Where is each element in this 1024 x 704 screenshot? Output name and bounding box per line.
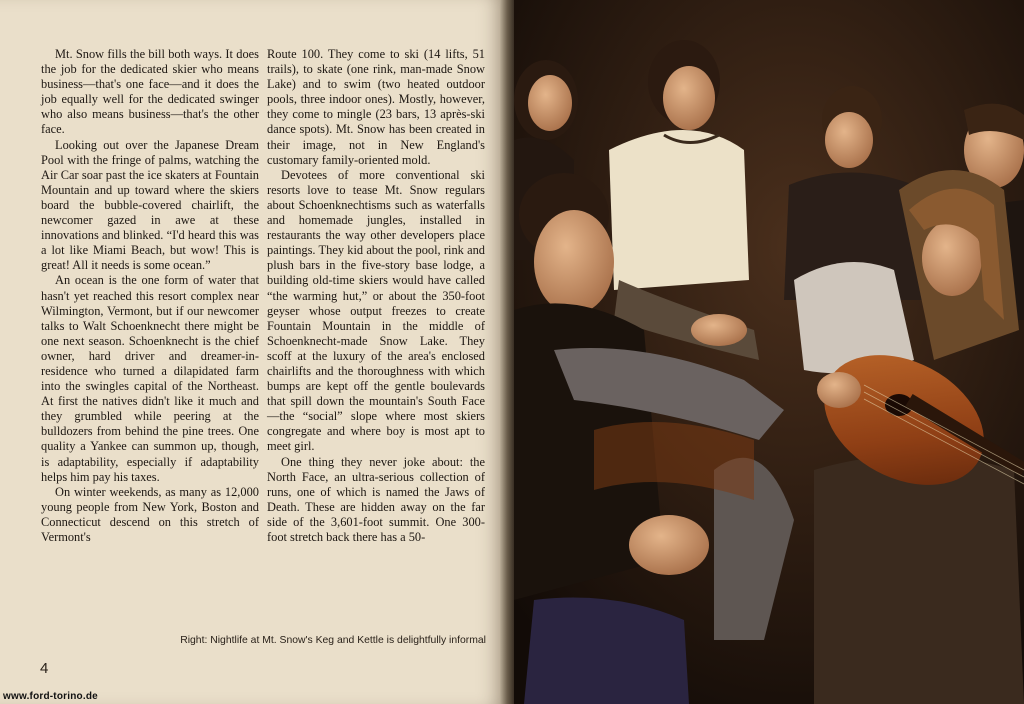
- paragraph: Route 100. They come to ski (14 lifts, 51 trails), to skate (one rink, man-made Snow Lake) and to swim (two heated outdoor pools, three indoor ones). Mostly, however, they come to mingle (23 bars, 13 après-ski dance spots). Mt. Snow has been created in their image, not in New England's customary family-oriented mold.: [267, 47, 485, 167]
- paragraph: Mt. Snow fills the bill both ways. It does the job for the dedicated skier who means business—that's one face—and it does the job equally well for the dedicated swinger who also means business—that's the other face.: [41, 47, 259, 137]
- watermark: www.ford-torino.de: [3, 691, 98, 702]
- paragraph: An ocean is the one form of water that hasn't yet reached this resort complex near Wilmington, Vermont, but if our newcomer talks to Walt Schoenknecht there might be one next season. Schoenknecht is the chief owner, hard driver and dreamer-in-residence who turned a dilapidated farm into the swingles capital of the Northeast. At first the natives didn't like it much and they grumbled while peering at the bulldozers from behind the pine trees. One quality a Yankee can summon up, though, is adaptability, especially if adaptability helps him pay his taxes.: [41, 273, 259, 484]
- photo-nightlife: [514, 0, 1024, 704]
- text-column-1: [41, 47, 259, 545]
- paragraph: On winter weekends, as many as 12,000 young people from New York, Boston and Connecticut descend on this stretch of Vermont's: [41, 484, 259, 544]
- photo-caption: Right: Nightlife at Mt. Snow's Keg and Kettle is delightfully informal: [180, 635, 486, 646]
- left-page: [0, 0, 505, 704]
- paragraph: Looking out over the Japanese Dream Pool with the fringe of palms, watching the Air Car soar past the ice skaters at Fountain Mountain and up toward where the skiers board the bubble-covered chairlift, the newcomer gazed in awe at these innovations and blinked. “I'd heard this was a lot like Miami Beach, but wow! This is great! All it needs is some ocean.”: [41, 137, 259, 273]
- paragraph: Devotees of more conventional ski resorts love to tease Mt. Snow regulars about Schoenknechtisms such as waterfalls and homemade jungles, installed in restaurants the way other developers place paintings. They kid about the pool, rink and plush bars in the five-story base lodge, a building old-time skiers would have called “the warming hut,” or about the 350-foot geyser whose output freezes to create Fountain Mountain in the middle of Schoenknecht-made Snow Lake. They scoff at the luxury of the area's enclosed chairlifts and the thoroughness with which bumps are kept off the gentle boulevards that spill down the mountain's South Face—the “social” slope where most skiers congregate and where boy is most apt to meet girl.: [267, 167, 485, 454]
- text-column-2: [267, 47, 485, 545]
- page-number: 4: [40, 660, 49, 677]
- paragraph: One thing they never joke about: the North Face, an ultra-serious collection of runs, one of which is named the Jaws of Death. These are hidden away on the far side of the 3,601-foot summit. One 300-foot stretch back there has a 50-: [267, 454, 485, 544]
- photo-illustration: [514, 0, 1024, 704]
